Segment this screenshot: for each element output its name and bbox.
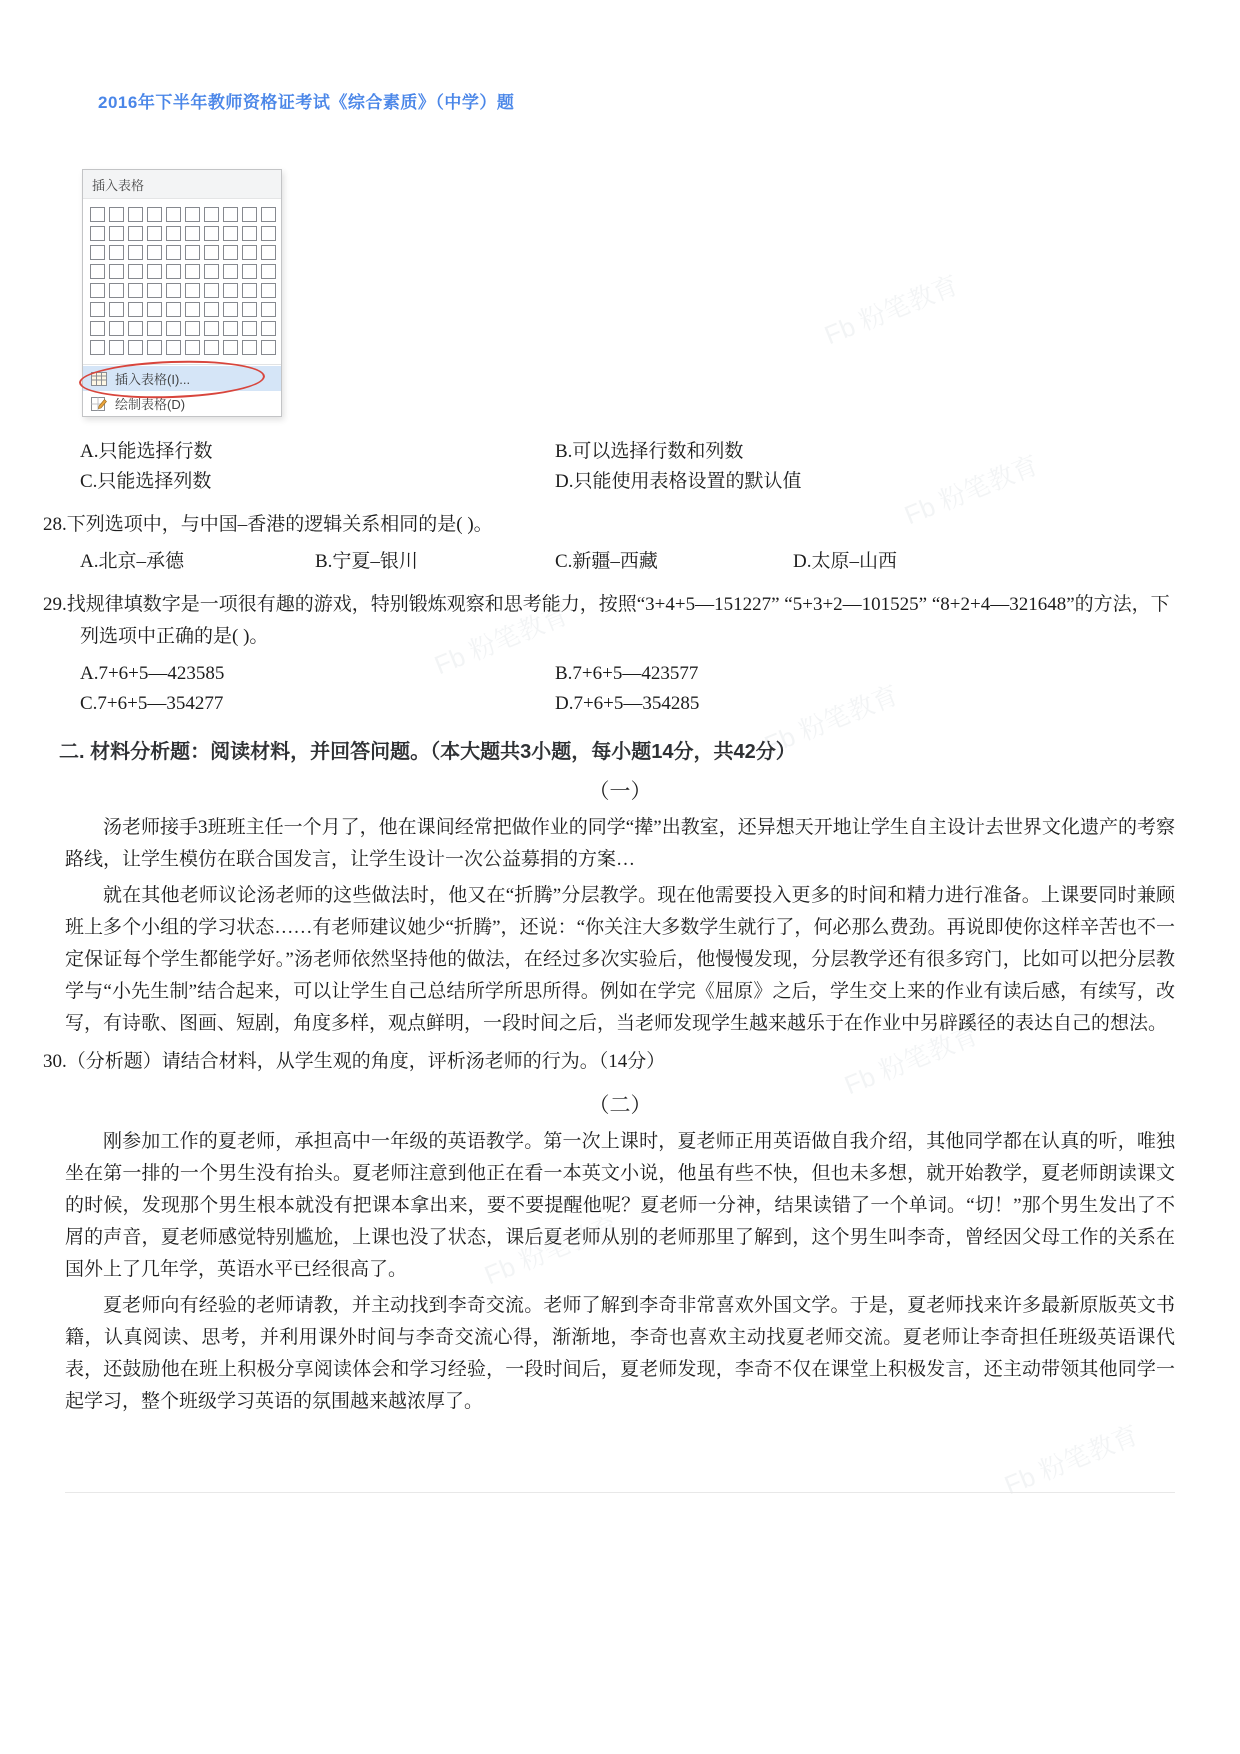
table-size-cell[interactable] [261,245,276,260]
table-size-cell[interactable] [242,283,257,298]
option-a: A.只能选择行数 [80,441,213,462]
material1-label: （一） [588,779,652,803]
option-a: A.北京–承德 [80,551,184,572]
table-size-cell[interactable] [242,226,257,241]
table-size-cell[interactable] [223,245,238,260]
table-size-cell[interactable] [109,226,124,241]
watermark: Fb 粉笔教育 [820,269,963,351]
table-size-cell[interactable] [204,302,219,317]
q28-options [80,547,1175,577]
table-size-cell[interactable] [242,207,257,222]
table-size-cell[interactable] [204,226,219,241]
table-size-cell[interactable] [242,321,257,336]
table-size-cell[interactable] [204,321,219,336]
insert-table-dropdown [82,169,282,417]
table-size-cell[interactable] [223,207,238,222]
table-size-cell[interactable] [109,340,124,355]
menu-divider [83,364,281,365]
table-size-cell[interactable] [166,283,181,298]
watermark: Fb 粉笔教育 [760,679,903,761]
page-bottom-divider [65,1492,1175,1493]
q30-stem: 30.（分析题）请结合材料，从学生观的角度，评析汤老师的行为。（14分） [43,1051,666,1072]
table-size-cell[interactable] [185,207,200,222]
watermark: Fb 粉笔教育 [480,1209,623,1291]
table-size-cell[interactable] [166,340,181,355]
table-size-cell[interactable] [109,321,124,336]
table-size-cell[interactable] [261,340,276,355]
section2-header: 二. 材料分析题：阅读材料，并回答问题。（本大题共3小题，每小题14分，共42分） [59,741,796,763]
table-size-cell[interactable] [185,283,200,298]
table-size-cell[interactable] [242,264,257,279]
table-size-cell[interactable] [90,321,105,336]
table-size-cell[interactable] [90,245,105,260]
table-size-cell[interactable] [261,283,276,298]
table-size-cell[interactable] [223,302,238,317]
table-size-cell[interactable] [185,264,200,279]
option-d: D.太原–山西 [793,551,897,572]
option-c: C.新疆–西藏 [555,551,658,572]
insert-table-icon [91,372,107,386]
table-size-cell[interactable] [128,283,143,298]
q28-stem: 28.下列选项中，与中国–香港的逻辑关系相同的是( )。 [43,514,493,535]
table-size-cell[interactable] [109,264,124,279]
table-size-cell[interactable] [166,321,181,336]
table-size-cell[interactable] [166,302,181,317]
table-size-cell[interactable] [109,302,124,317]
table-size-cell[interactable] [242,245,257,260]
table-size-cell[interactable] [185,340,200,355]
table-size-cell[interactable] [147,283,162,298]
option-d: D.7+6+5—354285 [555,693,700,714]
table-size-cell[interactable] [185,226,200,241]
table-size-cell[interactable] [90,264,105,279]
watermark: Fb 粉笔教育 [840,1019,983,1101]
table-size-cell[interactable] [90,283,105,298]
table-size-cell[interactable] [166,226,181,241]
menu-item-label: 绘制表格(D) [115,397,186,412]
draw-table-icon [91,397,107,411]
table-size-cell[interactable] [90,302,105,317]
material1-paragraph-1: 汤老师接手3班班主任一个月了，他在课间经常把做作业的同学“撵”出教室，还异想天开地让学生自主设计去世界文化遗产的考察路线，让学生模仿在联合国发言，让学生设计一次公益募捐的方案… [65,817,1175,870]
material2-paragraph-2: 夏老师向有经验的老师请教，并主动找到李奇交流。老师了解到李奇非常喜欢外国文学。于是，夏老师找来许多最新原版英文书籍，认真阅读、思考，并利用课外时间与李奇交流心得，渐渐地，李奇也喜欢主动找夏老师交流。夏老师让李奇担任班级英语课代表，还鼓励他在班上积极分享阅读体会和学习经验，一段时间后，夏老师发现，李奇不仅在课堂上积极发言，还主动带领其他同学一起学习，整个班级学习英语的氛围越来越浓厚了。 [65,1295,1175,1412]
dropdown-header: 插入表格 [83,170,281,199]
watermark: Fb 粉笔教育 [1000,1419,1143,1501]
page-title: 2016年下半年教师资格证考试《综合素质》（中学）题 [98,93,515,112]
table-size-cell[interactable] [128,245,143,260]
table-size-cell[interactable] [109,245,124,260]
table-size-cell[interactable] [261,207,276,222]
table-size-cell[interactable] [166,245,181,260]
table-size-cell[interactable] [109,283,124,298]
option-b: B.宁夏–银川 [315,551,418,572]
table-size-cell[interactable] [261,264,276,279]
option-b: B.7+6+5—423577 [555,663,699,684]
table-size-cell[interactable] [223,226,238,241]
table-size-cell[interactable] [128,321,143,336]
menu-item-draw-table[interactable] [83,391,281,416]
table-size-cell[interactable] [147,264,162,279]
option-a: A.7+6+5—423585 [80,663,225,684]
table-size-cell[interactable] [90,226,105,241]
table-size-cell[interactable] [90,340,105,355]
material2-label: （二） [588,1093,652,1117]
table-size-cell[interactable] [204,207,219,222]
table-size-cell[interactable] [147,302,162,317]
table-size-cell[interactable] [166,264,181,279]
table-size-cell[interactable] [261,302,276,317]
table-size-cell[interactable] [223,283,238,298]
menu-item-label: 插入表格(I)... [115,372,191,387]
table-size-cell[interactable] [147,207,162,222]
table-size-cell[interactable] [223,264,238,279]
material2-paragraph-1: 刚参加工作的夏老师，承担高中一年级的英语教学。第一次上课时，夏老师正用英语做自我介绍，其他同学都在认真的听，唯独坐在第一排的一个男生没有抬头。夏老师注意到他正在看一本英文小说，他虽有些不快，但也未多想，就开始教学，夏老师朗读课文的时候，发现那个男生根本就没有把课本拿出来，要不要提醒他呢？夏老师一分神，结果读错了一个单词。“切！”那个男生发出了不屑的声音，夏老师感觉特别尴尬，上课也没了状态，课后夏老师从别的老师那里了解到，这个男生叫李奇，曾经因父母工作的关系在国外上了几年学，英语水平已经很高了。 [65,1131,1175,1280]
q29-options [80,659,1175,719]
table-size-cell[interactable] [185,245,200,260]
option-c: C.只能选择列数 [80,471,212,492]
watermark: Fb 粉笔教育 [430,599,573,681]
table-size-cell[interactable] [223,321,238,336]
table-size-cell[interactable] [109,207,124,222]
table-size-cell[interactable] [204,264,219,279]
table-size-cell[interactable] [90,207,105,222]
option-d: D.只能使用表格设置的默认值 [555,471,802,492]
table-size-cell[interactable] [204,245,219,260]
table-size-cell[interactable] [242,302,257,317]
table-size-cell[interactable] [261,321,276,336]
table-size-cell[interactable] [128,340,143,355]
table-size-cell[interactable] [128,226,143,241]
table-size-cell[interactable] [128,264,143,279]
table-size-cell[interactable] [147,245,162,260]
watermark: Fb 粉笔教育 [900,449,1043,531]
table-size-cell[interactable] [261,226,276,241]
material1-paragraph-2: 就在其他老师议论汤老师的这些做法时，他又在“折腾”分层教学。现在他需要投入更多的时间和精力进行准备。上课要同时兼顾班上多个小组的学习状态……有老师建议她少“折腾”，还说：“你关注大多数学生就行了，何必那么费劲。再说即使你这样辛苦也不一定保证每个学生都能学好。”汤老师依然坚持他的做法，在经过多次实验后，他慢慢发现，分层教学还有很多窍门，比如可以把分层教学与“小先生制”结合起来，可以让学生自己总结所学所思所得。例如在学完《屈原》之后，学生交上来的作业有读后感，有续写，改写，有诗歌、图画、短剧，角度多样，观点鲜明，一段时间之后，当老师发现学生越来越乐于在作业中另辟蹊径的表达自己的想法。 [65,885,1175,1034]
table-size-cell[interactable] [204,340,219,355]
table-size-cell[interactable] [147,321,162,336]
option-c: C.7+6+5—354277 [80,693,224,714]
q29-stem: 29.找规律填数字是一项很有趣的游戏，特别锻炼观察和思考能力，按照“3+4+5—151227” “5+3+2—101525” “8+2+4—321648”的方法，下列选项中正确的是( )。 [43,594,1170,647]
table-size-cell[interactable] [242,340,257,355]
table-size-grid[interactable] [83,199,281,363]
table-size-cell[interactable] [166,207,181,222]
q27-options [80,437,1175,497]
table-size-cell[interactable] [147,340,162,355]
table-size-cell[interactable] [223,340,238,355]
table-size-cell[interactable] [185,321,200,336]
table-size-cell[interactable] [128,302,143,317]
table-size-cell[interactable] [204,283,219,298]
table-size-cell[interactable] [147,226,162,241]
menu-item-insert-table[interactable] [83,366,281,391]
option-b: B.可以选择行数和列数 [555,441,744,462]
table-size-cell[interactable] [128,207,143,222]
table-size-cell[interactable] [185,302,200,317]
